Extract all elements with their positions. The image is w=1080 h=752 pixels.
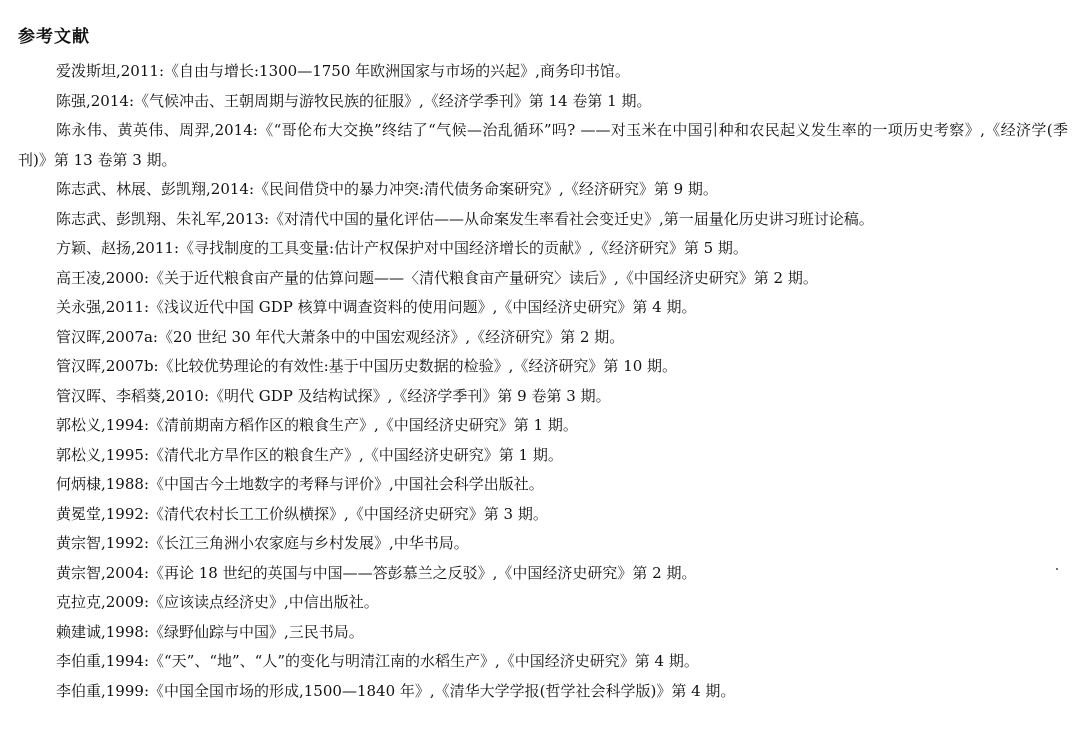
reference-item: 黄冕堂,1992:《清代农村长工工价纵横探》,《中国经济史研究》第 3 期。 [56,504,548,523]
reference-item: 方颖、赵扬,2011:《寻找制度的工具变量:估计产权保护对中国经济增长的贡献》,《经济研究》第 5 期。 [56,239,748,257]
reference-item: 李伯重,1999:《中国全国市场的形成,1500—1840 年》,《清华大学学报(哲学社会科学版)》第 4 期。 [56,681,736,700]
reference-item: 陈永伟、黄英伟、周羿,2014:《“哥伦布大交换”终结了“气候—治乱循环”吗? ——对玉米在中国引种和农民起义发生率的一项历史考察》,《经济学(季刊)》第 13 卷第 3 期。 [18,121,1068,169]
section-title: 参考文献 [18,27,90,47]
reference-item: 赖建诚,1998:《绿野仙踪与中国》,三民书局。 [56,622,364,641]
reference-item: 高王凌,2000:《关于近代粮食亩产量的估算问题——〈清代粮食亩产量研究〉读后》,《中国经济史研究》第 2 期。 [56,268,818,287]
reference-item: 关永强,2011:《浅议近代中国 GDP 核算中调查资料的使用问题》,《中国经济史研究》第 4 期。 [56,298,697,316]
reference-list [18,57,1068,706]
reference-item: 何炳棣,1988:《中国古今土地数字的考释与评价》,中国社会科学出版社。 [56,475,544,493]
reference-item: 管汉晖、李稻葵,2010:《明代 GDP 及结构试探》,《经济学季刊》第 9 卷第 3 期。 [56,386,611,405]
scan-speck [1056,568,1058,570]
reference-item: 郭松义,1995:《清代北方旱作区的粮食生产》,《中国经济史研究》第 1 期。 [56,445,563,464]
reference-item: 爱泼斯坦,2011:《自由与增长:1300—1750 年欧洲国家与市场的兴起》,商务印书馆。 [56,62,630,80]
reference-item: 陈志武、彭凯翔、朱礼军,2013:《对清代中国的量化评估——从命案发生率看社会变迁史》,第一届量化历史讲习班讨论稿。 [56,209,874,228]
reference-item: 陈强,2014:《气候冲击、王朝周期与游牧民族的征服》,《经济学季刊》第 14 卷第 1 期。 [56,91,652,110]
reference-item: 陈志武、林展、彭凯翔,2014:《民间借贷中的暴力冲突:清代债务命案研究》,《经济研究》第 9 期。 [56,180,718,198]
reference-item: 管汉晖,2007b:《比较优势理论的有效性:基于中国历史数据的检验》,《经济研究》第 10 期。 [56,357,678,375]
reference-item: 黄宗智,1992:《长江三角洲小农家庭与乡村发展》,中华书局。 [56,534,469,552]
reference-item: 管汉晖,2007a:《20 世纪 30 年代大萧条中的中国宏观经济》,《经济研究》第 2 期。 [56,327,625,346]
reference-item: 克拉克,2009:《应该读点经济史》,中信出版社。 [56,593,379,611]
reference-item: 李伯重,1994:《“天”、“地”、“人”的变化与明清江南的水稻生产》,《中国经济史研究》第 4 期。 [56,652,699,670]
reference-item: 郭松义,1994:《清前期南方稻作区的粮食生产》,《中国经济史研究》第 1 期。 [56,416,578,434]
reference-item: 黄宗智,2004:《再论 18 世纪的英国与中国——答彭慕兰之反驳》,《中国经济史研究》第 2 期。 [56,563,697,582]
